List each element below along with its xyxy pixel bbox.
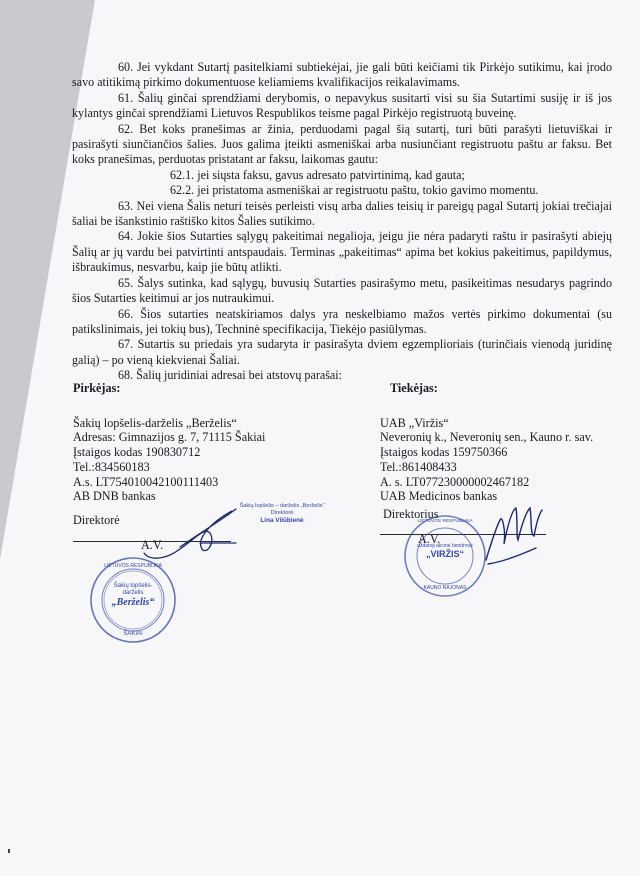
clause-64: 64. Jokie šios Sutarties sąlygų pakeitimai negalioja, jeigu jie nėra padaryti raštu ir pasirašyti abiejų Šalių ar jų vardu bei patvirtinti antspaudais. Terminas „pakeitimas“ apima bet kokius pakeitimus, papildymus, išbraukimus, nesvarbu, kaip jie būtų atlikti. (72, 229, 612, 275)
clause-61: 61. Šalių ginčai sprendžiami derybomis, o nepavykus susitarti visi su šia Sutartimi susiję ir iš jos kylantys ginčai sprendžiami Lietuvos Respublikos teisme pagal Pirkėjo registruotą buveinę. (72, 90, 612, 121)
buyer-name-stamp-org: Šakių lopšelis – darželis „Berželis“ (239, 503, 325, 509)
supplier-av-mark: A.V. (418, 532, 441, 546)
buyer-round-stamp (88, 555, 178, 645)
clause-60: 60. Jei vykdant Sutartį pasitelkiami subtiekėjai, jie gali būti keičiami tik Pirkėjo sutikimu, kai įrodo savo atitikimą pirkimo dokumentuose keliamiems kvalifikacijos reikalavimams. (72, 60, 612, 90)
buyer-role: Direktorė (73, 513, 120, 527)
supplier-address: Neveronių k., Neveronių sen., Kauno r. sav. (380, 430, 594, 445)
clause-65: 65. Šalys sutinka, kad sąlygų, buvusių Sutarties pasirašymo metu, pasikeitimas nesudarys pagrindo šios Sutarties keitimui ar jos nutraukimui. (72, 275, 612, 306)
supplier-round-stamp (402, 513, 488, 599)
buyer-signature (140, 503, 250, 563)
supplier-stamp-center (416, 543, 474, 557)
buyer-bank: AB DNB bankas (73, 489, 156, 504)
buyer-av-mark: A.V. (141, 538, 164, 552)
supplier-stamp-line2: „VIRŽIS“ (425, 549, 464, 559)
buyer-stamp-line1: Šakių lopšelis- (113, 583, 153, 589)
buyer-stamp-center (88, 583, 178, 606)
buyer-stamp-line3: „Berželis“ (111, 597, 155, 608)
buyer-address: Adresas: Gimnazijos g. 7, 71115 Šakiai (73, 430, 266, 445)
contract-clauses (72, 60, 612, 384)
clause-63: 63. Nei viena Šalis neturi teisės perleisti visų arba dalies teisių ir pareigų pagal Sutartį jokiai trečiajai šaliai be išankstinio raštiško kitos Šalies sutikimo. (72, 198, 612, 229)
buyer-stamp-bottom: ŠAKIAI (123, 631, 143, 637)
buyer-name-stamp-role: Direktorė (270, 510, 294, 516)
clause-62-2: 62.2. jei pristatoma asmeniškai ar registruotu paštu, tokio gavimo momentu. (170, 183, 539, 198)
buyer-code: Įstaigos kodas 190830712 (73, 445, 201, 460)
supplier-block (380, 381, 593, 504)
buyer-block (73, 381, 265, 504)
page-margin-mark (8, 849, 10, 853)
buyer-phone: Tel.:834560183 (73, 459, 150, 474)
supplier-phone: Tel.:861408433 (380, 459, 457, 474)
supplier-code: Įstaigos kodas 159750366 (380, 445, 508, 460)
supplier-stamp-bottom: KAUNO RAJONAS (423, 585, 467, 591)
buyer-stamp-line2: darželis (122, 590, 144, 596)
clause-62: 62. Bet koks pranešimas ar žinia, perduodami pagal šią sutartį, turi būti parašyti lietuviškai ir pasirašyti siunčiančios šalies. Juos galima įteikti asmeniškai arba nusiunčiant registruotu paštu ar faksu. Bet koks pranešimas, perduotas pristatant ar faksu, laikomas gautu: (72, 121, 612, 167)
supplier-role: Direktorius (383, 507, 439, 521)
clause-68: 68. Šalių juridiniai adresai bei atstovų parašai: (118, 368, 343, 383)
buyer-account: A.s. LT754010042100111403 (73, 474, 219, 489)
clause-62-1: 62.1. jei siųsta faksu, gavus adresato patvirtinimą, kad gauta; (170, 167, 465, 182)
clause-67: 67. Sutartis su priedais yra sudaryta ir pasirašyta dviem egzemplioriais (turinčiais vienodą juridinę galią) – po vieną kiekvienai Šaliai. (72, 337, 612, 367)
supplier-name: UAB „Viržis“ (380, 415, 449, 430)
buyer-name-stamp-person: Lina Vilūbienė (260, 517, 304, 524)
supplier-bank: UAB Medicinos bankas (380, 489, 498, 504)
supplier-account: A. s. LT077230000002467182 (380, 474, 530, 489)
buyer-stamp-top: LIETUVOS RESPUBLIKA (104, 563, 162, 569)
clause-66: 66. Šios sutarties neatskiriamos dalys yra neskelbiamo mažos vertės pirkimo dokumentai (su patikslinimais, jei tokių bus), Techninė specifikacija, Tiekėjo pasiūlymas. (72, 306, 612, 336)
supplier-stamp-line1: uždaroji akcinė bendrovė (417, 543, 473, 549)
supplier-signature (478, 500, 550, 572)
supplier-heading: Tiekėjas: (390, 381, 438, 395)
supplier-stamp-top: LIETUVOS RESPUBLIKA (417, 519, 473, 524)
buyer-name: Šakių lopšelis-darželis „Berželis“ (73, 415, 237, 430)
buyer-heading: Pirkėjas: (73, 381, 121, 395)
